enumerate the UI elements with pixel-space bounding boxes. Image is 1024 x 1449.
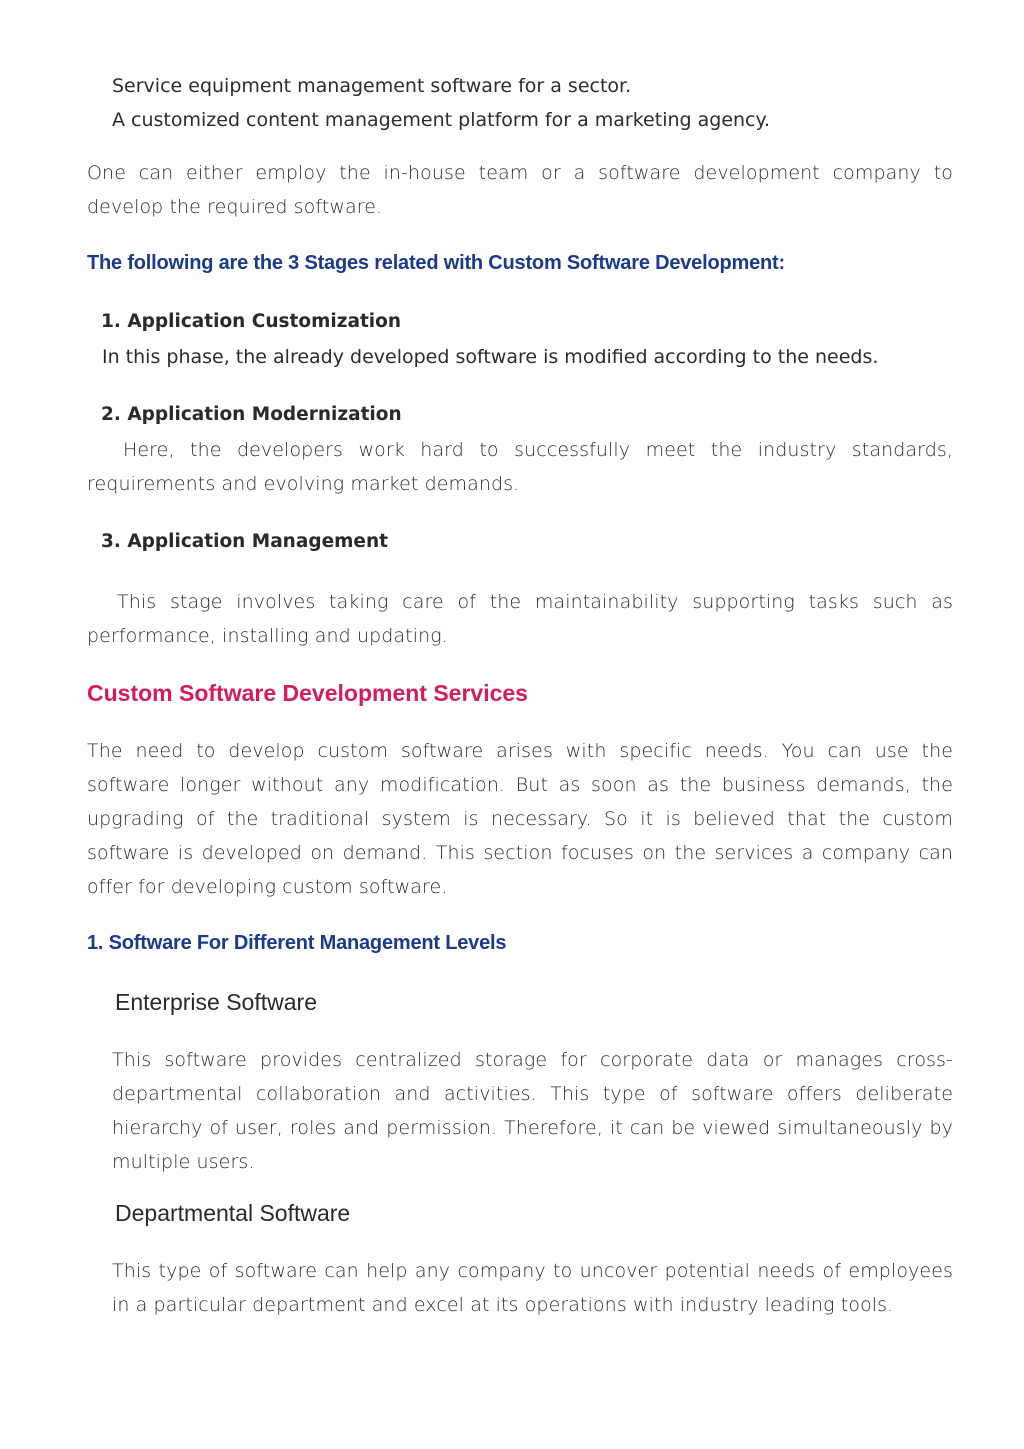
stage-2-text: Here, the developers work hard to successfully meet the industry standards, requirements and evolving market demands. xyxy=(87,439,953,495)
enterprise-heading: Enterprise Software xyxy=(115,989,317,1015)
stages-heading: The following are the 3 Stages related with Custom Software Development: xyxy=(87,252,785,274)
departmental-heading: Departmental Software xyxy=(115,1200,351,1226)
management-heading: 1. Software For Different Management Levels xyxy=(87,932,507,954)
stage-1-text: In this phase, the already developed software is modified according to the needs. xyxy=(102,346,879,368)
intro-bullet-1: Service equipment management software for a sector. xyxy=(112,75,632,97)
services-heading: Custom Software Development Services xyxy=(87,680,528,706)
stage-3-title: 3. Application Management xyxy=(101,531,388,552)
enterprise-paragraph: This software provides centralized storage for corporate data or manages cross-departmental collaboration and activities. This type of software offers deliberate hierarchy of user, roles and permission. Therefore, it can be viewed simultaneously by multiple users. xyxy=(112,1049,953,1173)
stage-1-title: 1. Application Customization xyxy=(101,311,402,332)
departmental-paragraph: This type of software can help any company to uncover potential needs of employees in a particular department and excel at its operations with industry leading tools. xyxy=(112,1260,953,1316)
stage-2-title: 2. Application Modernization xyxy=(101,404,402,425)
stage-3-text: This stage involves taking care of the maintainability supporting tasks such as performance, installing and updating. xyxy=(87,591,953,647)
services-paragraph: The need to develop custom software arises with specific needs. You can use the software longer without any modification. But as soon as the business demands, the upgrading of the traditional system is necessary. So it is believed that the custom software is developed on demand. This section focuses on the services a company can offer for developing custom software. xyxy=(87,740,953,898)
intro-paragraph: One can either employ the in-house team or a software development company to develop the required software. xyxy=(87,162,953,218)
intro-bullet-2: A customized content management platform for a marketing agency. xyxy=(112,109,771,131)
